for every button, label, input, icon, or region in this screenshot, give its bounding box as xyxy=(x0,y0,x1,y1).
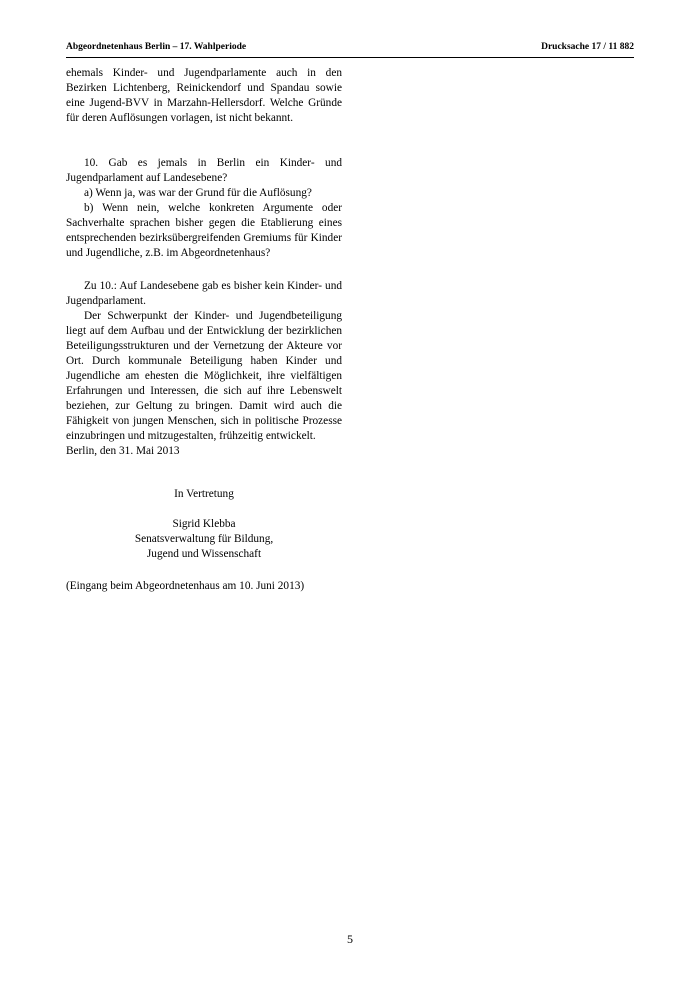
signature-dept-2: Jugend und Wissenschaft xyxy=(146,548,262,560)
header-title: Abgeordnetenhaus Berlin – 17. Wahlperiode xyxy=(66,42,247,52)
date-line: Berlin, den 31. Mai 2013 xyxy=(66,445,180,457)
question-10a: a) Wenn ja, was war der Grund für die Auflösung? xyxy=(84,187,312,199)
header-drucksache: Drucksache 17 / 11 882 xyxy=(541,42,634,52)
answer-10: Zu 10.: Auf Landesebene gab es bisher kein Kinder- und Jugendparlament. xyxy=(66,280,342,307)
answer-10-detail: Der Schwerpunkt der Kinder- und Jugendbeteiligung liegt auf dem Aufbau und der Entwicklung der bezirklichen Beteiligungsstrukturen und der Vernetzung der Akteure vor Ort. Durch kommunale Beteiligung haben Kinder und Jugendliche am ehesten die Möglichkeit, ihre vielfältigen Erfahrungen und Interessen, die sich auf ihre Lebenswelt beziehen, zur Geltung zu bringen. Damit wird auch die Fähigkeit von jungen Menschen, sich in politische Prozesse einzubringen und mitzugestalten, frühzeitig entwickelt. xyxy=(66,310,342,442)
question-10: 10. Gab es jemals in Berlin ein Kinder- und Jugendparlament auf Landesebene? xyxy=(66,157,342,184)
signature-in-vertretung: In Vertretung xyxy=(174,488,234,500)
running-header xyxy=(66,39,634,58)
question-10b: b) Wenn nein, welche konkreten Argumente oder Sachverhalte sprachen bisher gegen die Etablierung eines entsprechenden bezirksübergreifenden Gremiums für Kinder und Jugendliche, z.B. im Abgeordnetenhaus? xyxy=(66,202,342,259)
page-number: 5 xyxy=(347,932,353,946)
paragraph-continuation: ehemals Kinder- und Jugendparlamente auch in den Bezirken Lichtenberg, Reinickendorf und Spandau sowie eine Jugend-BVV in Marzahn-Hellersdorf. Welche Gründe für deren Auflösungen vorlagen, ist nicht bekannt. xyxy=(66,67,342,124)
text-column xyxy=(66,66,342,444)
receipt-note: (Eingang beim Abgeordnetenhaus am 10. Juni 2013) xyxy=(66,580,305,592)
signature-name: Sigrid Klebba xyxy=(172,518,236,530)
signature-dept-1: Senatsverwaltung für Bildung, xyxy=(134,533,274,545)
